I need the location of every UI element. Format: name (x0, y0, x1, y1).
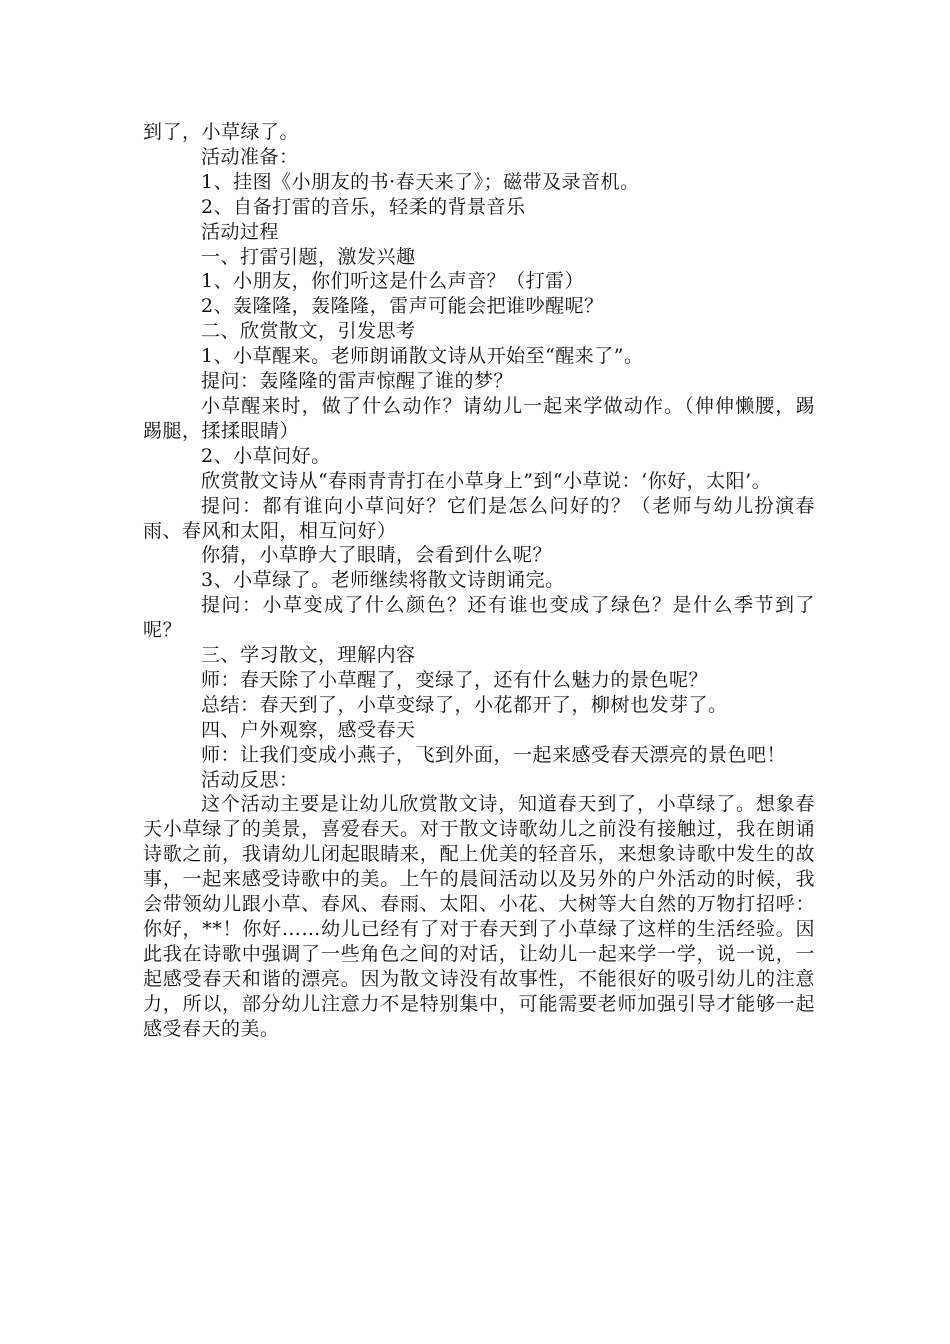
section-heading: 三、学习散文，理解内容 (201, 644, 416, 667)
paragraph: 1、小草醒来。老师朗诵散文诗从开始至“醒来了”。 (201, 345, 644, 368)
paragraph: 1、小朋友，你们听这是什么声音？（打雷） (201, 270, 585, 293)
section-heading: 一、打雷引题，激发兴趣 (201, 245, 416, 268)
section-heading: 四、户外观察，感受春天 (201, 718, 416, 741)
paragraph: 欣赏散文诗从“春雨青青打在小草身上”到“小草说：‘你好，太阳’。 (201, 469, 772, 492)
paragraph: 2、小草问好。 (201, 444, 331, 467)
heading-reflection: 活动反思： (201, 768, 299, 791)
heading-process: 活动过程 (201, 220, 280, 243)
paragraph: 1、挂图《小朋友的书·春天来了》；磁带及录音机。 (201, 170, 640, 193)
heading-preparation: 活动准备： (201, 145, 299, 168)
paragraph: 总结：春天到了，小草变绿了，小花都开了，柳树也发芽了。 (201, 693, 728, 716)
paragraph: 提问：都有谁向小草问好？它们是怎么问好的？（老师与幼儿扮演春雨、春风和太阳，相互问好） (143, 494, 815, 542)
paragraph-continuation: 到了，小草绿了。 (143, 121, 300, 143)
paragraph: 师：春天除了小草醒了，变绿了，还有什么魅力的景色呢？ (201, 668, 709, 691)
paragraph: 3、小草绿了。老师继续将散文诗朗诵完。 (201, 569, 565, 592)
paragraph: 2、自备打雷的音乐，轻柔的背景音乐 (201, 195, 526, 218)
paragraph: 提问：轰隆隆的雷声惊醒了谁的梦？ (201, 370, 514, 393)
paragraph: 2、轰隆隆，轰隆隆，雷声可能会把谁吵醒呢？ (201, 295, 604, 318)
document-body (143, 120, 815, 1042)
paragraph: 你猜，小草睁大了眼睛，会看到什么呢？ (201, 544, 553, 567)
paragraph-reflection: 这个活动主要是让幼儿欣赏散文诗，知道春天到了，小草绿了。想象春天小草绿了的美景，喜爱春天。对于散文诗歌幼儿之前没有接触过，我在朗诵诗歌之前，我请幼儿闭起眼睛来，配上优美的轻音乐，来想象诗歌中发生的故事，一起来感受诗歌中的美。上午的晨间活动以及另外的户外活动的时候，我会带领幼儿跟小草、春风、春雨、太阳、小花、大树等大自然的万物打招呼：你好，**！你好……幼儿已经有了对于春天到了小草绿了这样的生活经验。因此我在诗歌中强调了一些角色之间的对话，让幼儿一起来学一学，说一说，一起感受春天和谐的漂亮。因为散文诗没有故事性，不能很好的吸引幼儿的注意力，所以，部分幼儿注意力不是特别集中，可能需要老师加强引导才能够一起感受春天的美。 (143, 793, 815, 1040)
section-heading: 二、欣赏散文，引发思考 (201, 320, 416, 343)
paragraph: 提问：小草变成了什么颜色？还有谁也变成了绿色？是什么季节到了呢？ (143, 594, 815, 642)
paragraph: 小草醒来时，做了什么动作？请幼儿一起来学做动作。（伸伸懒腰，踢踢腿，揉揉眼睛） (143, 394, 815, 442)
paragraph: 师：让我们变成小燕子，飞到外面，一起来感受春天漂亮的景色吧！ (201, 743, 787, 766)
